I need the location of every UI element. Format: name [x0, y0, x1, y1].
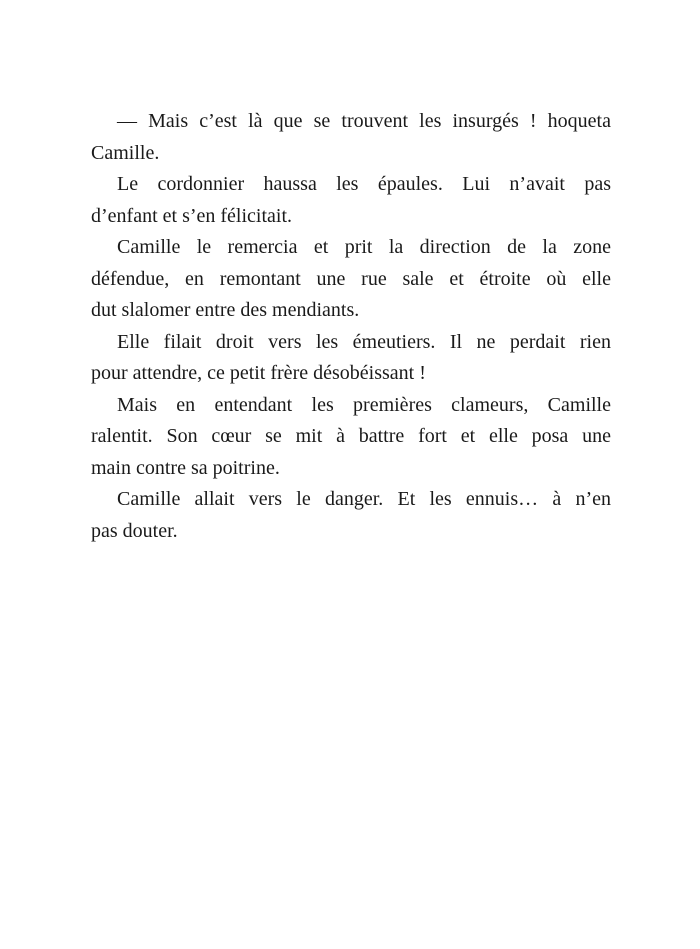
text-line: dut slalomer entre des mendiants. — [91, 299, 360, 321]
text-line: Mais en entendant les premières clameurs, Camille — [117, 393, 611, 416]
paragraph — [91, 327, 611, 390]
text-line: — Mais c’est là que se trouvent les insurgés ! hoqueta — [117, 110, 611, 132]
text-line: Le cordonnier haussa les épaules. Lui n’avait pas — [117, 173, 611, 195]
text-line: ralentit. Son cœur se mit à battre fort et elle posa une — [91, 425, 611, 447]
paragraph — [91, 484, 611, 547]
text-line: Elle filait droit vers les émeutiers. Il ne perdait rien — [117, 330, 611, 353]
book-page-text — [91, 106, 611, 547]
paragraph — [91, 390, 611, 485]
paragraph — [91, 169, 611, 232]
text-line: main contre sa poitrine. — [91, 456, 280, 479]
paragraph — [91, 106, 611, 169]
paragraph — [91, 232, 611, 327]
text-line: pour attendre, ce petit frère désobéissant ! — [91, 362, 426, 384]
text-line: Camille allait vers le danger. Et les ennuis… à n’en — [117, 488, 611, 510]
text-line: Camille. — [91, 141, 160, 164]
text-line: Camille le remercia et prit la direction de la zone — [117, 236, 611, 258]
text-line: d’enfant et s’en félicitait. — [91, 204, 293, 227]
text-line: pas douter. — [91, 519, 178, 542]
text-line: défendue, en remontant une rue sale et étroite où elle — [91, 267, 611, 290]
